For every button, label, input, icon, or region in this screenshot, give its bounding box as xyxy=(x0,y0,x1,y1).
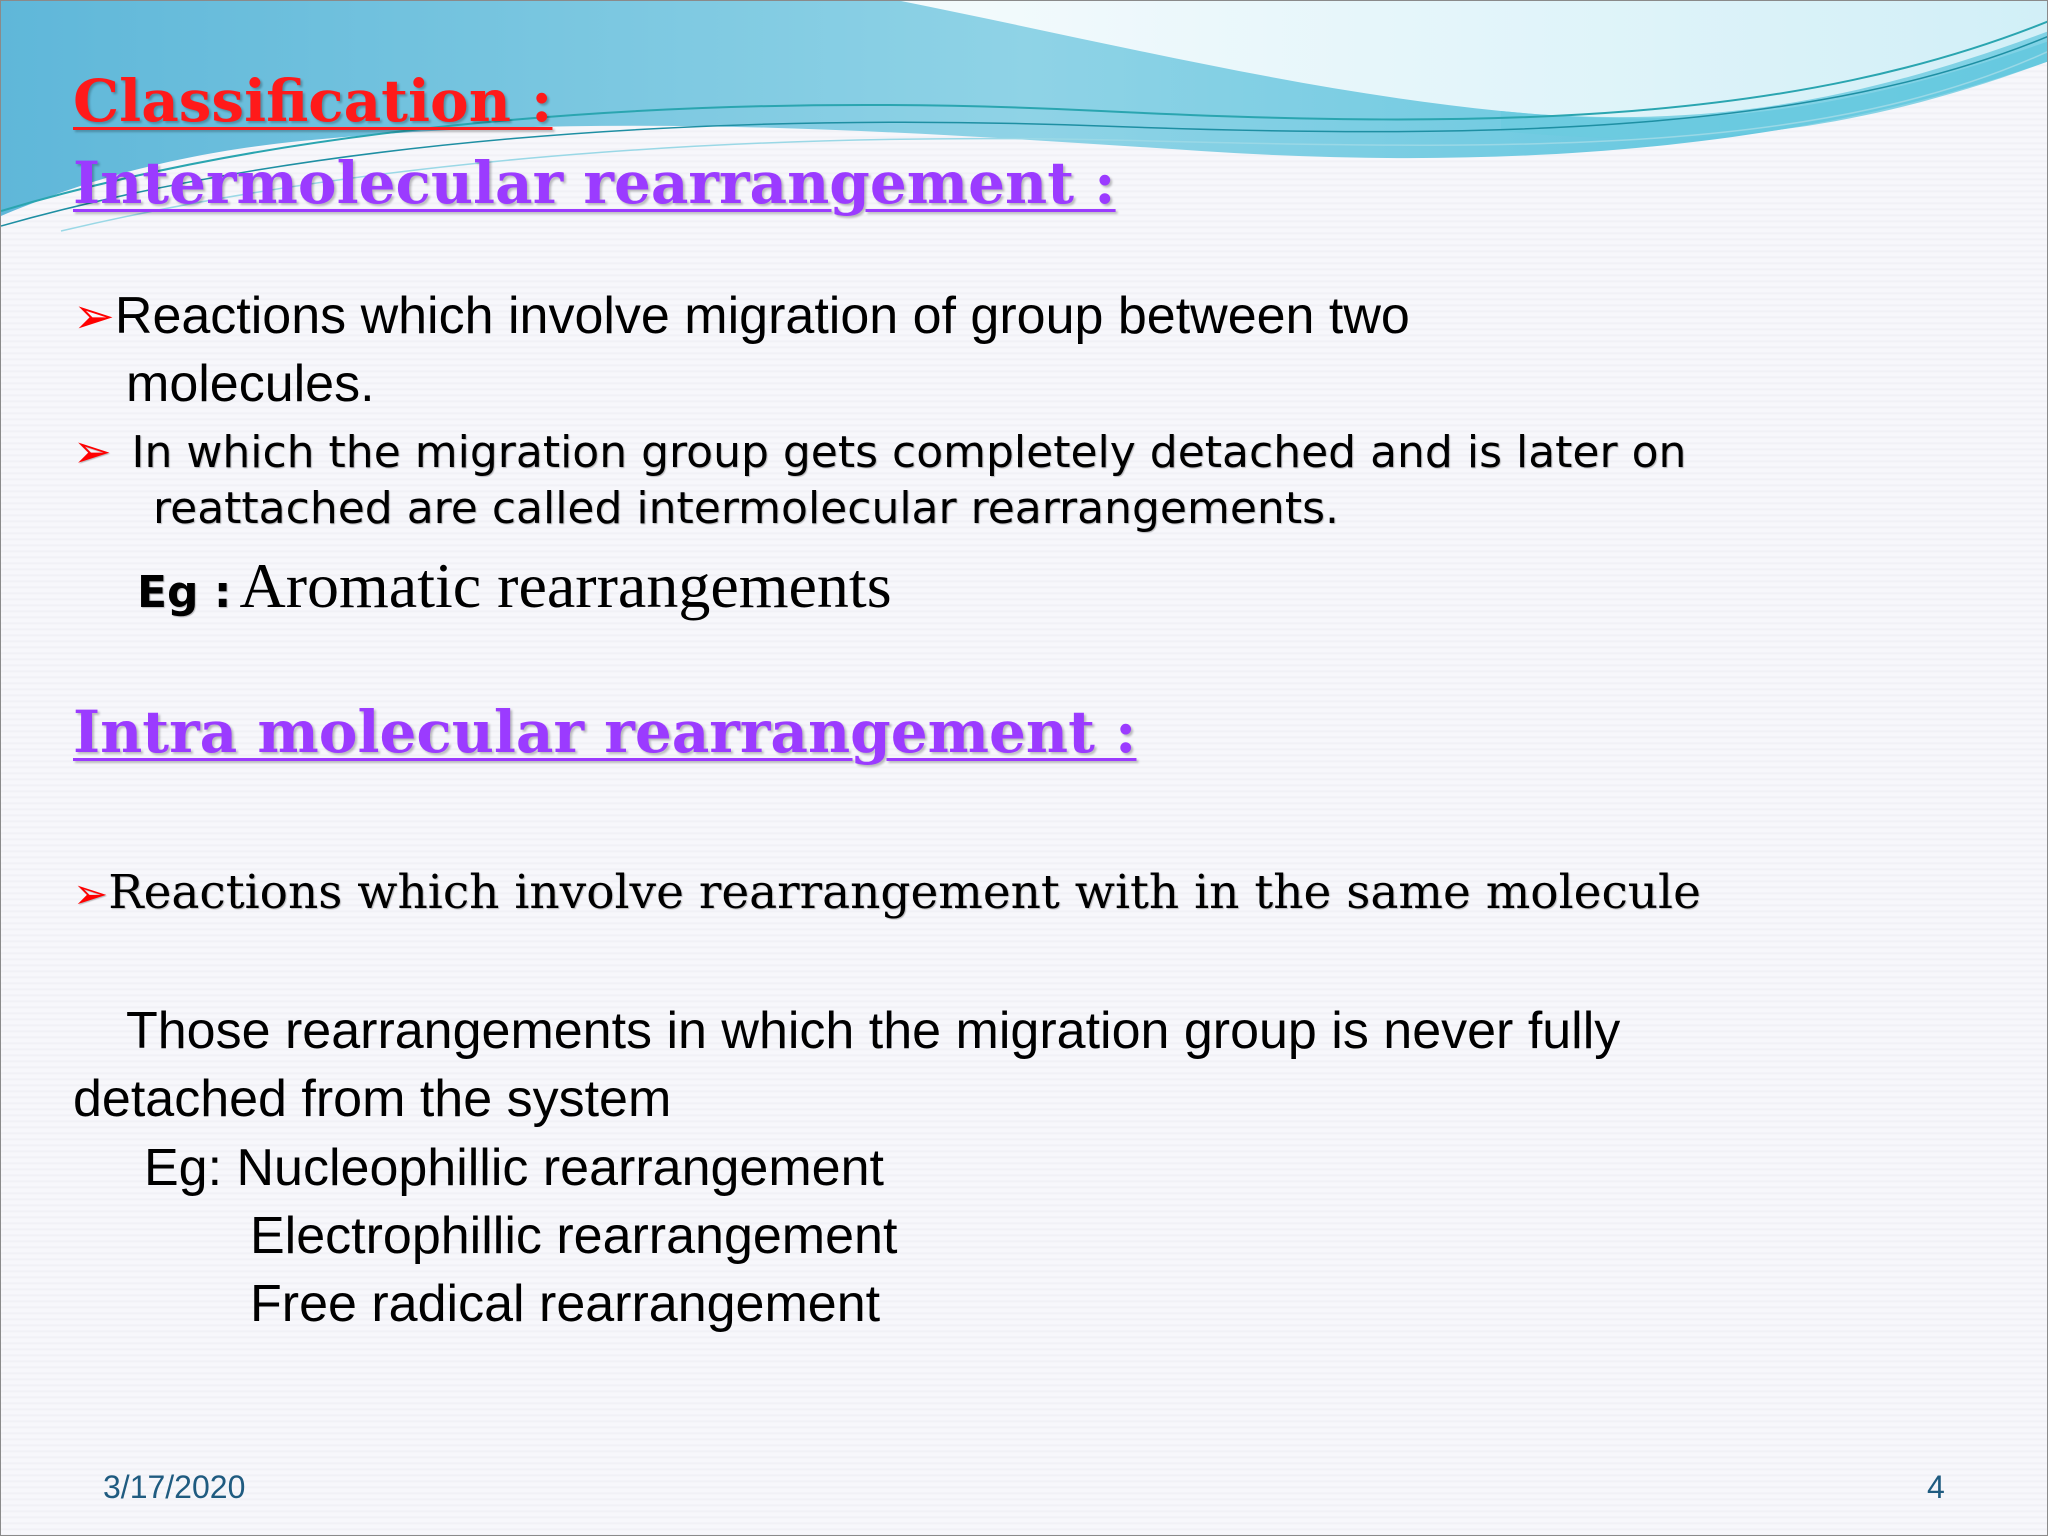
intermolecular-heading: Intermolecular rearrangement : xyxy=(73,149,1116,217)
inter-eg-value: Aromatic rearrangements xyxy=(239,550,892,621)
inter-bullet-1-text: Reactions which involve migration of group between two xyxy=(114,287,1410,345)
inter-bullet-2 xyxy=(73,424,1686,478)
arrow-bullet-icon: ➢ xyxy=(73,869,109,918)
intra-example-2: Electrophillic rearrangement xyxy=(250,1207,898,1265)
inter-bullet-1 xyxy=(73,286,1410,346)
classification-heading: Classification : xyxy=(73,67,553,135)
intramolecular-heading: Intra molecular rearrangement : xyxy=(73,698,1137,766)
intra-paragraph-line-1: Those rearrangements in which the migration group is never fully xyxy=(126,1002,1621,1060)
intra-example-3: Free radical rearrangement xyxy=(250,1275,881,1333)
footer-page-number: 4 xyxy=(1927,1469,1945,1505)
intra-example-1: Eg: Nucleophillic rearrangement xyxy=(144,1139,884,1197)
footer-date: 3/17/2020 xyxy=(103,1469,246,1505)
inter-bullet-2-text: In which the migration group gets completely detached and is later on xyxy=(131,427,1687,478)
inter-bullet-1-continuation: molecules. xyxy=(126,355,375,413)
intra-bullet-1 xyxy=(73,865,1701,920)
inter-eg-label: Eg : xyxy=(137,567,232,618)
arrow-bullet-icon: ➢ xyxy=(73,287,115,345)
inter-example xyxy=(137,549,892,623)
intra-paragraph-line-2: detached from the system xyxy=(73,1070,672,1128)
inter-bullet-2-continuation: reattached are called intermolecular rearrangements. xyxy=(153,483,1339,534)
intra-bullet-1-text: Reactions which involve rearrangement with in the same molecule xyxy=(108,865,1701,920)
arrow-bullet-icon: ➢ xyxy=(73,424,112,478)
